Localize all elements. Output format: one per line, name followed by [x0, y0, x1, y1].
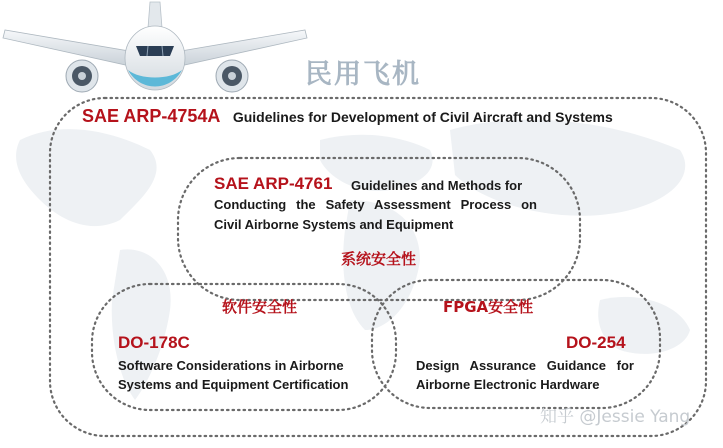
fpga-safety-label: FPGA安全性 [443, 298, 534, 316]
arp4761-code: SAE ARP-4761 [214, 174, 333, 193]
arp4761-description-line1: Guidelines and Methods for [351, 178, 523, 193]
do254-description-line1: Design Assurance Guidance for [416, 358, 634, 373]
do178c-description-line2: Systems and Equipment Certification [118, 377, 349, 392]
watermark: 知乎 @Jessie Yang [540, 407, 691, 427]
arp4754a-code: SAE ARP-4754A [82, 106, 221, 126]
do178c-code: DO-178C [118, 333, 190, 352]
do178c-description-line1: Software Considerations in Airborne [118, 358, 344, 373]
do254-description-line2: Airborne Electronic Hardware [416, 377, 600, 392]
do254-code: DO-254 [566, 333, 626, 352]
software-safety-label: 软件安全性 [222, 298, 298, 316]
arp4754a-entry [82, 106, 613, 127]
arp4761-description-line2: Conducting the Safety Assessment Process on [214, 197, 537, 212]
arp4761-description-line3: Civil Airborne Systems and Equipment [214, 217, 454, 232]
arp4754a-description: Guidelines for Development of Civil Aircraft and Systems [232, 109, 613, 125]
page-title: 民用飞机 [305, 59, 421, 90]
system-safety-label: 系统安全性 [341, 250, 417, 268]
